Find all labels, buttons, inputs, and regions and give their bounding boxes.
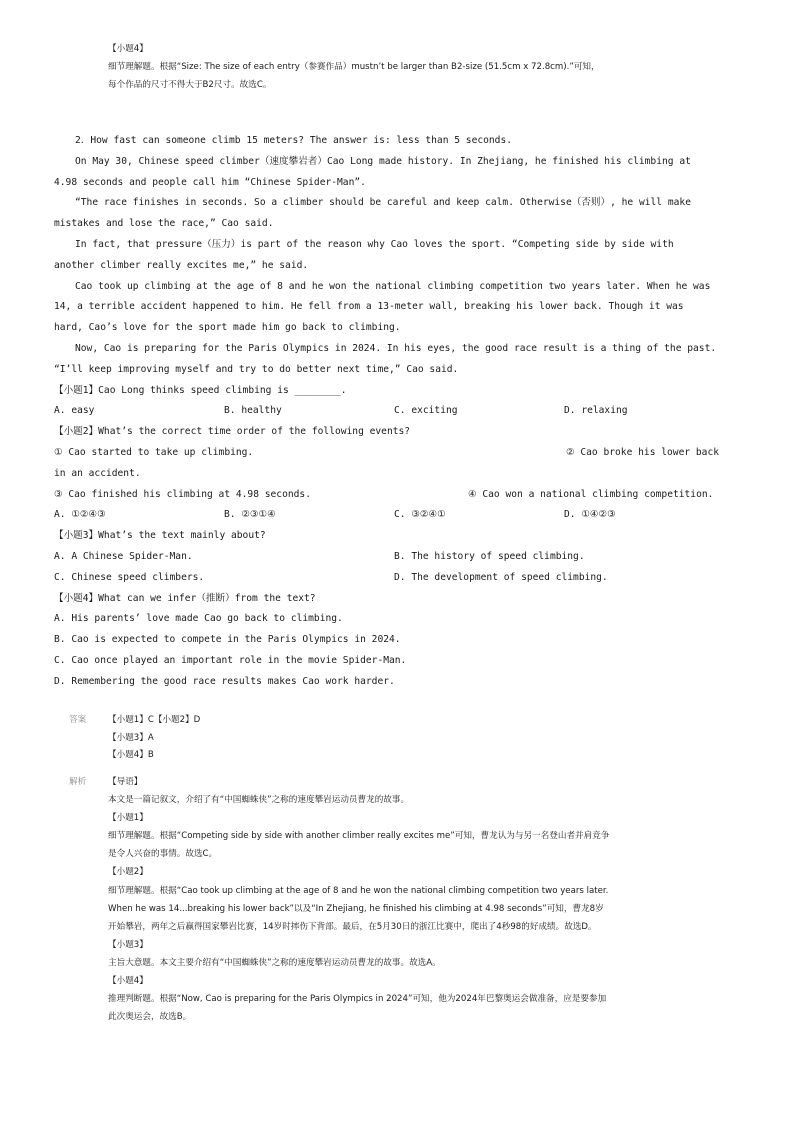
explanation-line: 细节理解题。根据“Cao took up climbing at the age of 8 and he won the national climbing competition two years later.	[108, 885, 609, 896]
option-b: B. Cao is expected to compete in the Paris Olympics in 2024.	[54, 634, 401, 646]
question-3-options	[54, 547, 744, 568]
option-a: A. ①②④③	[54, 509, 106, 521]
previous-explanation-line: 每个作品的尺寸不得大于B2尺寸。故选C。	[108, 80, 272, 90]
passage-line: hard, Cao’s love for the sport made him go back to climbing.	[54, 322, 401, 334]
question-2-options	[54, 505, 744, 526]
event-4: ④ Cao won a national climbing competition.	[468, 488, 714, 500]
question-2-events-row	[54, 485, 744, 506]
explanation-line: 【小题1】	[108, 813, 148, 824]
explanation-line: 【小题2】	[108, 867, 148, 878]
option-c: C. Cao once played an important role in the movie Spider-Man.	[54, 654, 407, 666]
question-2-stem: 【小题2】What’s the correct time order of the following events?	[54, 426, 411, 438]
passage-line: Now, Cao is preparing for the Paris Olympics in 2024. In his eyes, the good race result is a thing of the past.	[75, 342, 717, 354]
option-a: A. His parents’ love made Cao go back to climbing.	[54, 613, 343, 625]
option-c: C. ③②④①	[394, 509, 446, 521]
answer-label: 答案	[69, 715, 87, 725]
explanation-line: 【小题3】	[108, 939, 148, 950]
explanation-label: 解析	[69, 777, 87, 787]
option-b: B. ②③①④	[224, 509, 276, 521]
explanation-section	[108, 773, 768, 1026]
option-b: B. The history of speed climbing.	[394, 550, 585, 562]
explanation-line: 推理判断题。根据“Now, Cao is preparing for the Paris Olympics in 2024”可知，他为2024年巴黎奥运会做准备，应是要参加	[108, 994, 607, 1005]
passage-line: 4.98 seconds and people call him “Chinese Spider-Man”.	[54, 176, 366, 188]
passage-line: Cao took up climbing at the age of 8 and he won the national climbing competition two years later. When he was	[75, 280, 711, 292]
answer-line: 【小题4】B	[108, 750, 154, 761]
passage-line: In fact, that pressure（压力）is part of the reason why Cao loves the sport. “Competing side by side with	[75, 238, 674, 250]
question-1-stem: 【小题1】Cao Long thinks speed climbing is ________.	[54, 384, 347, 396]
previous-explanation-heading: 【小题4】	[108, 44, 148, 54]
explanation-line: 是令人兴奋的事情。故选C。	[108, 849, 218, 860]
passage-line: On May 30, Chinese speed climber（速度攀岩者）Cao Long made history. In Zhejiang, he finished his climbing at	[75, 155, 691, 167]
passage-line: “I’ll keep improving myself and try to do better next time,” Cao said.	[54, 363, 459, 375]
question-2-events-row	[54, 443, 744, 464]
explanation-line: When he was 14...breaking his lower back”以及“In Zhejiang, he finished his climbing at 4.98 seconds”可知，曹龙8岁	[108, 903, 604, 914]
option-c: C. exciting	[394, 405, 458, 417]
answer-section	[108, 712, 768, 765]
event-2-continued: in an accident.	[54, 467, 141, 479]
event-2: ② Cao broke his lower back	[566, 446, 719, 458]
option-a: A. A Chinese Spider-Man.	[54, 550, 193, 562]
explanation-line: 主旨大意题。本文主要介绍有“中国蜘蛛侠”之称的速度攀岩运动员曹龙的故事。故选A。	[108, 957, 441, 968]
question-4-stem: 【小题4】What can we infer（推断）from the text?	[54, 592, 316, 604]
option-c: C. Chinese speed climbers.	[54, 571, 205, 583]
passage-line: 14, a terrible accident happened to him. He fell from a 13-meter wall, breaking his lower back. Though it was	[54, 301, 684, 313]
answer-line: 【小题3】A	[108, 732, 154, 743]
passage-line: “The race finishes in seconds. So a climber should be careful and keep calm. Otherwise（否则）, he will make	[75, 197, 691, 209]
passage-line: another climber really excites me,” he said.	[54, 259, 309, 271]
explanation-line: 本文是一篇记叙文，介绍了有“中国蜘蛛侠”之称的速度攀岩运动员曹龙的故事。	[108, 795, 410, 806]
question-3-stem: 【小题3】What’s the text mainly about?	[54, 530, 266, 542]
previous-explanation-line: 细节理解题。根据“Size: The size of each entry（参赛作品）mustn’t be larger than B2-size (51.5cm x 72.8cm).”可知，	[108, 62, 600, 72]
option-b: B. healthy	[224, 405, 282, 417]
previous-explanation	[108, 40, 768, 94]
passage-line: mistakes and lose the race,” Cao said.	[54, 218, 274, 230]
option-a: A. easy	[54, 405, 95, 417]
explanation-line: 细节理解题。根据“Competing side by side with another climber really excites me”可知，曹龙认为与另一名登山者并肩竞争	[108, 831, 610, 842]
option-d: D. The development of speed climbing.	[394, 571, 608, 583]
explanation-line: 此次奥运会，故选B。	[108, 1012, 192, 1023]
option-d: D. relaxing	[564, 405, 628, 417]
option-d: D. ①④②③	[564, 509, 616, 521]
explanation-line: 【导语】	[108, 777, 143, 787]
event-3: ③ Cao finished his climbing at 4.98 seconds.	[54, 488, 311, 500]
question-3-options	[54, 568, 744, 589]
option-d: D. Remembering the good race results makes Cao work harder.	[54, 675, 395, 687]
answer-line: 【小题1】C【小题2】D	[108, 715, 201, 725]
passage-line: 2．How fast can someone climb 15 meters? The answer is: less than 5 seconds.	[75, 135, 513, 146]
question-1-options	[54, 401, 744, 422]
reading-passage	[54, 131, 744, 693]
event-1: ① Cao started to take up climbing.	[54, 446, 254, 458]
explanation-line: 【小题4】	[108, 976, 148, 987]
explanation-line: 开始攀岩，两年之后赢得国家攀岩比赛，14岁时摔伤下背部。最后，在5月30日的浙江比赛中，爬出了4秒98的好成绩。故选D。	[108, 921, 597, 932]
